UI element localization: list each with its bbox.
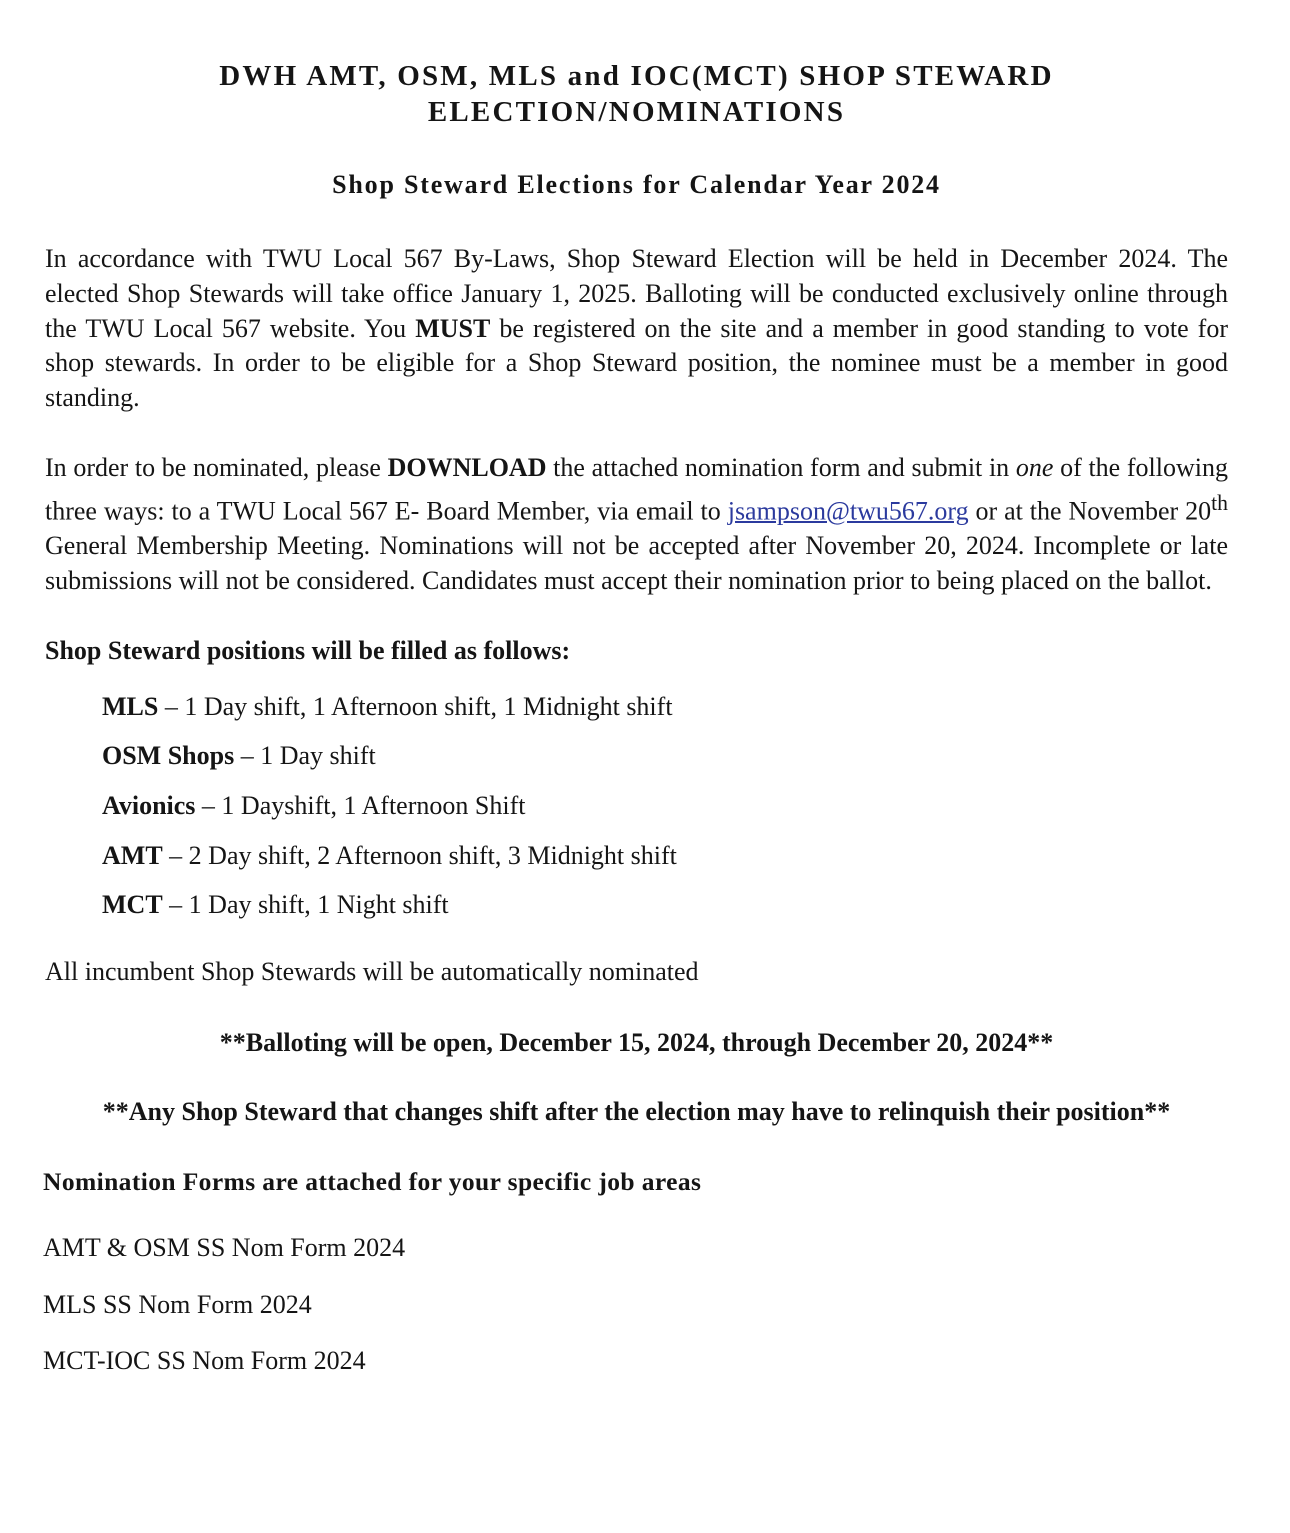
para1-text-b: be registered on the site and a member in good standing to vote for shop stewards. In order to be eligible for a Shop Steward position, the nominee must be a member in good standing.: [45, 313, 1228, 413]
para2-text-b: the attached nomination form and submit in: [546, 452, 1016, 482]
position-detail: – 1 Day shift, 1 Afternoon shift, 1 Midnight shift: [158, 691, 673, 721]
form-item-amt-osm[interactable]: AMT & OSM SS Nom Form 2024: [43, 1233, 406, 1263]
forms-list: [43, 1231, 1228, 1378]
para2-text-d: or at the November 20: [968, 496, 1212, 526]
para2-text-c: of the following three ways: to a TWU Local 567 E- Board Member, via email to: [45, 452, 1228, 526]
title-line-1: DWH AMT, OSM, MLS and IOC(MCT) SHOP STEWARD: [219, 60, 1054, 92]
incumbent-note: All incumbent Shop Stewards will be automatically nominated: [45, 957, 699, 987]
position-item-osm-shops: [102, 739, 1228, 773]
position-detail: – 1 Day shift: [234, 741, 376, 771]
balloting-notice: **Balloting will be open, December 15, 2024, through December 20, 2024**: [219, 1028, 1054, 1058]
position-area: OSM Shops: [102, 741, 235, 771]
document-page: [45, 58, 1228, 1401]
position-item-mls: [102, 690, 1228, 724]
para1-text-a: In accordance with TWU Local 567 By-Laws, Shop Steward Election will be held in December 2024. The elected Shop Stewards will take office January 1, 2025. Balloting will be conducted exclusively online through the TWU Local 567 website. You: [45, 244, 1228, 343]
position-detail: – 2 Day shift, 2 Afternoon shift, 3 Midnight shift: [162, 840, 677, 870]
position-area: AMT: [102, 840, 163, 870]
positions-heading: Shop Steward positions will be filled as follows:: [45, 635, 571, 665]
positions-list: [45, 690, 1228, 922]
form-item-mct-ioc[interactable]: MCT-IOC SS Nom Form 2024: [43, 1346, 366, 1376]
position-item-mct: [102, 888, 1228, 922]
position-detail: – 1 Dayshift, 1 Afternoon Shift: [195, 791, 526, 821]
nomination-info-paragraph: [45, 451, 1228, 599]
position-area: MLS: [102, 691, 159, 721]
document-title: [45, 58, 1228, 130]
forms-heading: Nomination Forms are attached for your specific job areas: [43, 1167, 702, 1197]
para2-text-a: In order to be nominated, please: [45, 452, 388, 482]
election-info-paragraph: [45, 242, 1228, 416]
document-subtitle: Shop Steward Elections for Calendar Year 2024: [332, 170, 941, 199]
download-emphasis: DOWNLOAD: [387, 452, 547, 482]
one-emphasis: one: [1015, 452, 1054, 482]
email-link[interactable]: jsampson@twu567.org: [727, 496, 969, 526]
shift-change-notice: **Any Shop Steward that changes shift after the election may have to relinquish their position**: [102, 1097, 1171, 1127]
position-item-amt: [102, 839, 1228, 873]
must-emphasis: MUST: [415, 313, 491, 343]
position-detail: – 1 Day shift, 1 Night shift: [162, 890, 449, 920]
position-item-avionics: [102, 789, 1228, 823]
title-line-2: ELECTION/NOMINATIONS: [427, 96, 846, 128]
para2-text-e: General Membership Meeting. Nominations will not be accepted after November 20, 2024. Incomplete or late submissions will not be considered. Candidates must accept their nomination prior to being placed on the ballot.: [45, 531, 1228, 596]
position-area: Avionics: [102, 791, 196, 821]
form-item-mls[interactable]: MLS SS Nom Form 2024: [43, 1289, 312, 1319]
position-area: MCT: [102, 890, 163, 920]
ordinal-suffix: th: [1211, 490, 1228, 515]
